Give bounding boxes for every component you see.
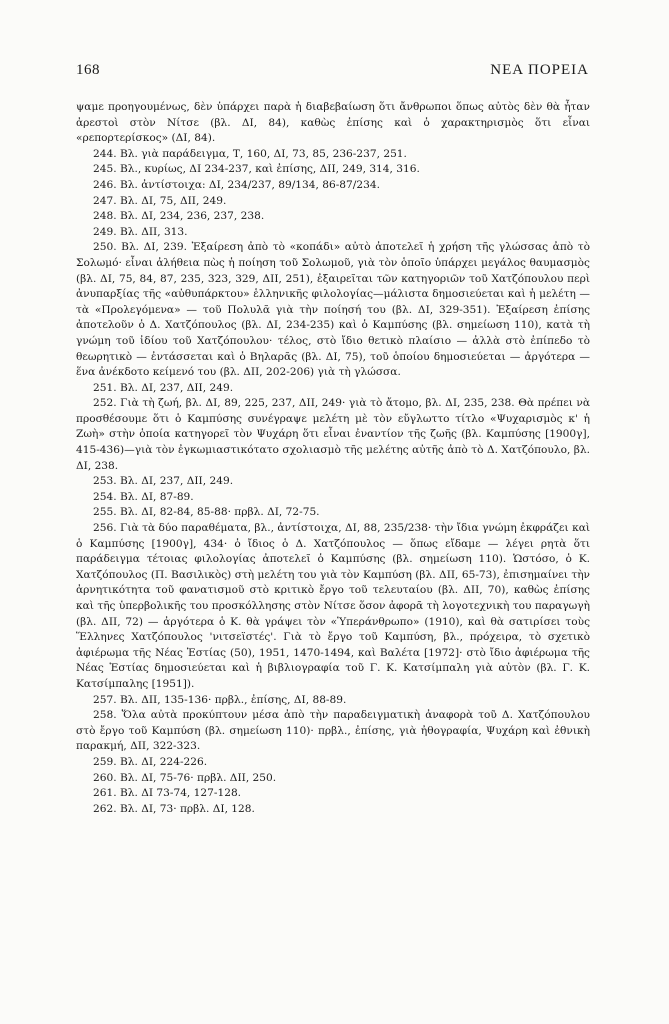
footnote-262: 262. Βλ. ΔΙ, 73· πρβλ. ΔΙ, 128. bbox=[93, 802, 255, 815]
page-number: 168 bbox=[76, 62, 100, 78]
footnote-continuation: ψαμε προηγουμένως, δὲν ὑπάρχει παρὰ ἡ διαβεβαίωση ὅτι ἄνθρωποι ὅπως αὐτὸς δὲν θὰ ἦταν ἀρεστοὶ στὸν Νίτσε (βλ. ΔΙ, 84), καθὼς ἐπίσης καὶ ὁ χαρακτηρισμὸς ὅτι εἶναι «ρεπορτερίσκος» (ΔΙ, 84). bbox=[76, 101, 590, 145]
footnote-257: 257. Βλ. ΔΙΙ, 135-136· πρβλ., ἐπίσης, ΔΙ, 88-89. bbox=[93, 693, 347, 706]
footnote-256: 256. Γιὰ τὰ δύο παραθέματα, βλ., ἀντίστοιχα, ΔΙ, 88, 235/238· τὴν ἴδια γνώμη ἐκφράζει καὶ ὁ Καμπύσης [1900γ], 434· ὁ ἴδιος ὁ Δ. Χατζόπουλος — ὅπως εἴδαμε — λέγει ρητὰ ὅτι παράδειγμα τέτοιας φιλολογίας ἀποτελεῖ ὁ Καμπύσης (βλ. σημείωση 110). Ὡστόσο, ὁ Κ. Χατζόπουλος (Π. Βασιλικὸς) στὴ μελέτη του γιὰ τὸν Καμπύση (βλ. ΔΙΙ, 65-73), ἐπισημαίνει τὴν ἀρνητικότητα τοῦ φανατισμοῦ στὸ κριτικὸ ἔργο τοῦ τελευταίου (βλ. ΔΙΙ, 70), καθὼς ἐπίσης καὶ τῆς ὑπερβολικῆς του προσκόλλησης στὸν Νίτσε ὅσον ἀφορᾶ τὴ λογοτεχνικὴ του παραγωγὴ (βλ. ΔΙΙ, 72) — ἀργότερα ὁ Κ. θὰ γράψει τὸν «Ὑπεράνθρωπο» (1910), καὶ θὰ σατιρίσει τοὺς Ἕλληνες Χατζόπουλος 'νιτσεϊστές'. Γιὰ τὸ ἔργο τοῦ Καμπύση, βλ., πρόχειρα, τὸ σχετικὸ ἀφιέρωμα τῆς Νέας Ἑστίας (50), 1951, 1470-1494, καὶ Βαλέτα [1972]· στὸ ἴδιο ἀφιέρωμα τῆς Νέας Ἑστίας δημοσιεύεται καὶ ἡ βιβλιογραφία τοῦ Γ. Κ. Κατσίμπαλη γιὰ αὐτὸν (βλ. Γ. Κ. Κατσίμπαλης [1951]). bbox=[76, 522, 590, 690]
page-header bbox=[76, 62, 589, 79]
footnote-247: 247. Βλ. ΔΙ, 75, ΔΙΙ, 249. bbox=[93, 194, 227, 207]
footnote-254: 254. Βλ. ΔΙ, 87-89. bbox=[93, 490, 194, 503]
footnote-253: 253. Βλ. ΔΙ, 237, ΔΙΙ, 249. bbox=[93, 475, 234, 488]
footnote-260: 260. Βλ. ΔΙ, 75-76· πρβλ. ΔΙΙ, 250. bbox=[93, 771, 277, 784]
footnote-261: 261. Βλ. ΔΙ 73-74, 127-128. bbox=[93, 787, 242, 800]
journal-title: ΝΕΑ ΠΟΡΕΙΑ bbox=[490, 62, 589, 78]
footnote-250: 250. Βλ. ΔΙ, 239. Ἐξαίρεση ἀπὸ τὸ «κοπάδι» αὐτὸ ἀποτελεῖ ἡ χρήση τῆς γλώσσας ἀπὸ τὸ Σολωμό· εἶναι ἀλήθεια πὼς ἡ ποίηση τοῦ Σολωμοῦ, γιὰ τὸν ὁποῖο ὑπάρχει μεγάλος θαυμασμὸς (βλ. ΔΙ, 75, 84, 87, 235, 323, 329, ΔΙΙ, 251), ἐξαιρεῖται τῶν κατηγοριῶν τοῦ Χατζόπουλου περὶ ἀνυπαρξίας τῆς «αὐθυπάρκτου» ἑλληνικῆς φιλολογίας—μάλιστα δημοσιεύεται καὶ ἡ μελέτη — τὰ «Προλεγόμενα» — τοῦ Πολυλᾶ γιὰ τὴν ποίησή του (βλ. ΔΙ, 329-351). Ἐξαίρεση ἐπίσης ἀποτελοῦν ὁ Δ. Χατζόπουλος (βλ. ΔΙ, 234-235) καὶ ὁ Καμπύσης (βλ. σημείωση 110), κατὰ τὴ γνώμη τοῦ ἰδίου τοῦ Χατζόπουλου· τέλος, στὸ ἴδιο θετικὸ πλαίσιο — ἀλλὰ στὸ ἐπίπεδο τὸ θεωρητικὸ — ἐντάσσεται καὶ ὁ Βηλαρᾶς (βλ. ΔΙ, 75), τοῦ ὁποίου δημοσιεύεται — ἀργότερα — ἕνα ἀνέκδοτο κείμενό του (βλ. ΔΙΙ, 202-206) γιὰ τὴ γλώσσα. bbox=[76, 241, 590, 379]
footnote-244: 244. Βλ. γιὰ παράδειγμα, Τ, 160, ΔΙ, 73, 85, 236-237, 251. bbox=[93, 147, 407, 160]
footnote-251: 251. Βλ. ΔΙ, 237, ΔΙΙ, 249. bbox=[93, 381, 234, 394]
footnote-255: 255. Βλ. ΔΙ, 82-84, 85-88· πρβλ. ΔΙ, 72-75. bbox=[93, 506, 320, 519]
footnote-248: 248. Βλ. ΔΙ, 234, 236, 237, 238. bbox=[93, 210, 265, 223]
footnote-245: 245. Βλ., κυρίως, ΔΙ 234-237, καὶ ἐπίσης, ΔΙΙ, 249, 314, 316. bbox=[93, 163, 420, 176]
footnote-252: 252. Γιὰ τὴ ζωή, βλ. ΔΙ, 89, 225, 237, ΔΙΙ, 249· γιὰ τὸ ἄτομο, βλ. ΔΙ, 235, 238. Θὰ πρέπει νὰ προσθέσουμε ὅτι ὁ Καμπύσης συνέγραψε μελέτη μὲ τὸν εὔγλωττο τίτλο «Ψυχαρισμὸς κ' ἡ Ζωὴ» στὴν ὁποία κατηγορεῖ τὸν Ψυχάρη ὅτι εἶναι ἐναντίον τῆς ζωῆς (βλ. Καμπύσης [1900γ], 415-436)—γιὰ τὸν ἐγκωμιαστικότατο σχολιασμὸ τῆς μελέτης αὐτῆς ἀπὸ τὸ Δ. Χατζόπουλο, βλ. ΔΙ, 238. bbox=[76, 397, 590, 472]
footnote-246: 246. Βλ. ἀντίστοιχα: ΔΙ, 234/237, 89/134, 86-87/234. bbox=[93, 178, 380, 191]
footnote-249: 249. Βλ. ΔΙΙ, 313. bbox=[93, 225, 188, 238]
footnotes-body bbox=[76, 100, 590, 817]
footnote-258: 258. Ὅλα αὐτὰ προκύπτουν μέσα ἀπὸ τὴν παραδειγματικὴ ἀναφορὰ τοῦ Δ. Χατζόπουλου στὸ ἔργο τοῦ Καμπύση (βλ. σημείωση 110)· πρβλ., ἐπίσης, γιὰ ἠθογραφία, Ψυχάρη καὶ ἐθνικὴ παρακμή, ΔΙΙ, 322-323. bbox=[76, 709, 590, 753]
footnote-259: 259. Βλ. ΔΙ, 224-226. bbox=[93, 755, 208, 768]
